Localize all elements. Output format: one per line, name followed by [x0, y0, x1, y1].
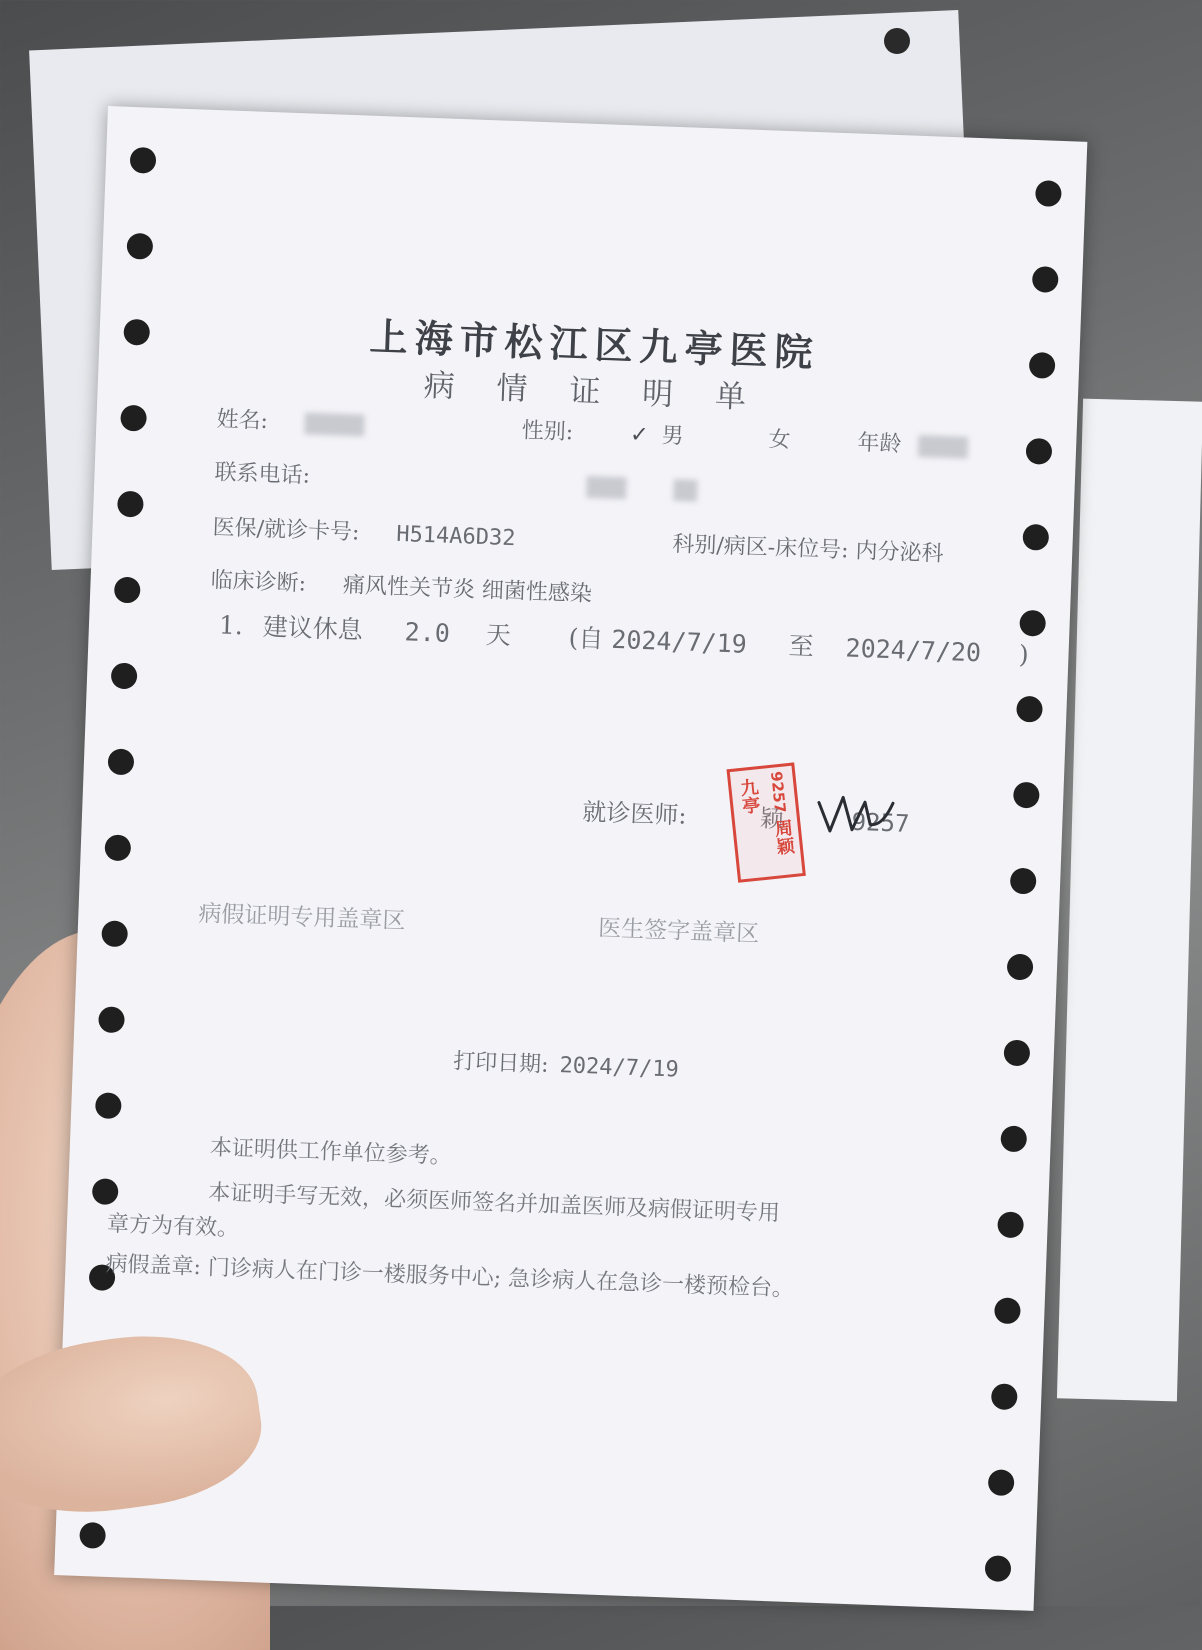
stamp-number: 9257 [767, 770, 790, 814]
tractor-feed-hole [111, 663, 138, 690]
tractor-feed-hole [988, 1469, 1015, 1496]
tractor-feed-hole [104, 834, 131, 861]
tractor-feed-hole [95, 1092, 122, 1119]
rest-from-label: (自 [568, 623, 604, 654]
phone-label: 联系电话: [214, 460, 311, 489]
phone-row [214, 455, 698, 504]
rest-from-date: 2024/7/19 [610, 624, 748, 659]
doctor-name: 颖 [759, 804, 785, 834]
rest-to-date: 2024/7/20 [845, 633, 982, 668]
rest-unit: 天 [485, 620, 512, 651]
tractor-feed-hole [92, 1178, 119, 1205]
tractor-feed-hole [117, 491, 144, 518]
print-date-label: 打印日期: [452, 1049, 550, 1078]
redacted-age [918, 435, 969, 459]
department-value: 内分泌科 [855, 538, 944, 567]
tractor-feed-hole [1013, 782, 1040, 809]
tractor-feed-hole [130, 147, 157, 174]
doctor-seal-stamp [727, 762, 806, 882]
note-line-4: 病假盖章: 门诊病人在门诊一楼服务中心; 急诊病人在急诊一楼预检台。 [105, 1251, 795, 1302]
rest-recommendation-row [208, 605, 1029, 671]
tractor-feed-hole [108, 748, 135, 775]
gender-label: 性别: [521, 418, 574, 446]
certificate-body [105, 110, 1030, 1606]
redacted-phone-2 [673, 479, 698, 502]
tractor-feed-hole [1010, 868, 1037, 895]
redacted-name [305, 412, 366, 436]
tractor-feed-hole [1032, 266, 1059, 293]
tractor-feed-hole [1016, 696, 1043, 723]
tractor-feed-hole [79, 1522, 106, 1549]
tractor-feed-hole [994, 1297, 1021, 1324]
diagnosis-value: 痛风性关节炎 细菌性感染 [342, 572, 593, 608]
tractor-feed-hole [101, 920, 128, 947]
stamp-left-text: 九亭 [736, 777, 762, 816]
tractor-feed-hole [120, 405, 147, 432]
doctor-id: 9257 [851, 807, 910, 838]
diagnosis-label: 临床诊断: [210, 568, 307, 597]
insurance-row [212, 510, 944, 568]
tractor-feed-hole [1026, 438, 1053, 465]
insurance-label: 医保/就诊卡号: [212, 515, 360, 546]
name-label: 姓名: [216, 407, 269, 435]
form-title: 病 情 证 明 单 [423, 367, 763, 417]
background-sheet-holes [884, 28, 910, 54]
redacted-phone-1 [586, 476, 627, 499]
doctor-label: 就诊医师: [581, 797, 687, 830]
tractor-feed-hole [997, 1211, 1024, 1238]
tractor-feed-hole [123, 319, 150, 346]
note-line-2: 本证明手写无效，必须医师签名并加盖医师及病假证明专用 [207, 1180, 781, 1227]
rest-close-paren: ) [1018, 639, 1030, 670]
tractor-feed-hole [1007, 954, 1034, 981]
handwritten-signature-icon [811, 782, 903, 845]
tractor-feed-hole [1035, 180, 1062, 207]
tractor-feed-hole [1029, 352, 1056, 379]
tractor-feed-hole [991, 1383, 1018, 1410]
department-label: 科别/病区-床位号: [671, 531, 849, 564]
age-label: 年龄 [857, 430, 902, 458]
diagnosis-row [210, 563, 592, 608]
tractor-feed-hole [1000, 1125, 1027, 1152]
tractor-feed-hole [985, 1555, 1012, 1582]
print-date: 2024/7/19 [559, 1053, 680, 1083]
tractor-feed-hole [98, 1006, 125, 1033]
background-paper-sheet-right [1057, 399, 1202, 1402]
rest-days: 2.0 [404, 617, 451, 648]
insurance-number: H514A6D32 [395, 521, 516, 552]
print-date-row [453, 1044, 680, 1083]
tractor-feed-hole [114, 577, 141, 604]
note-line-3: 章方为有效。 [106, 1211, 240, 1242]
tractor-feed-hole [1019, 610, 1046, 637]
gender-male: 男 [661, 423, 685, 450]
hospital-name: 上海市松江区九亭医院 [368, 313, 821, 376]
rest-to-label: 至 [788, 631, 815, 662]
note-line-1: 本证明供工作单位参考。 [209, 1135, 453, 1170]
rest-item-number: 1. [218, 610, 244, 641]
doctor-stamp-area: 医生签字盖章区 [597, 915, 760, 948]
tractor-feed-hole [1022, 524, 1049, 551]
stamp-name: 周颖 [770, 817, 796, 856]
tractor-feed-hole [1003, 1039, 1030, 1066]
tractor-feed-hole [126, 233, 153, 260]
sick-leave-stamp-area: 病假证明专用盖章区 [197, 900, 406, 935]
gender-check-icon: ✓ [629, 422, 650, 449]
rest-label: 建议休息 [262, 612, 364, 645]
gender-female: 女 [768, 427, 791, 454]
